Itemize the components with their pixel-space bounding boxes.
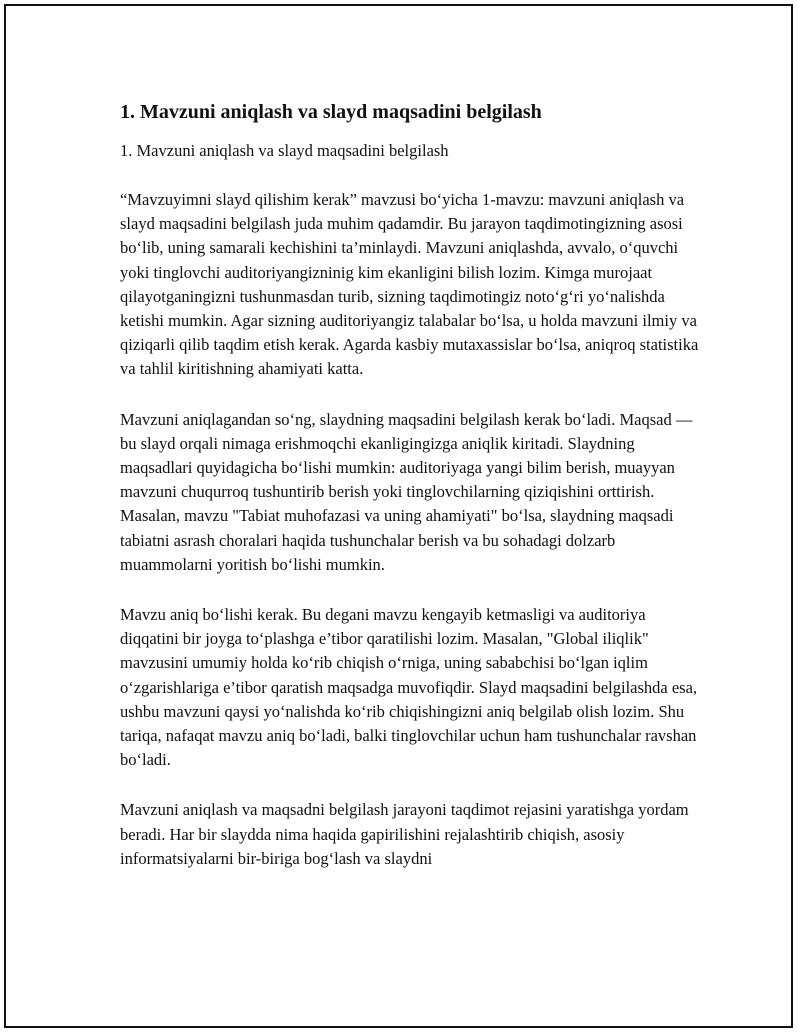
paragraph-1: “Mavzuyimni slayd qilishim kerak” mavzusi bo‘yicha 1-mavzu: mavzuni aniqlash va slayd maqsadini belgilash juda muhim qadamdir. Bu jarayon taqdimotingizning asosi bo‘lib, uning samarali kechishini ta’minlaydi. Mavzuni aniqlashda, avvalo, o‘quvchi yoki tinglovchi auditoriyangizninig kim ekanligini bilish lozim. Kimga murojaat qilayotganingizni tushunmasdan turib, sizning taqdimotingiz noto‘g‘ri yo‘nalishda ketishi mumkin. Agar sizning auditoriyangiz talabalar bo‘lsa, u holda mavzuni ilmiy va qiziqarli qilib taqdim etish kerak. Agarda kasbiy mutaxassislar bo‘lsa, aniqroq statistika va tahlil kiritishning ahamiyati katta.	[120, 190, 699, 379]
paragraph-3: Mavzu aniq bo‘lishi kerak. Bu degani mavzu kengayib ketmasligi va auditoriya diqqatini bir joyga to‘plashga e’tibor qaratilishi lozim. Masalan, "Global iliqlik" mavzusini umumiy holda ko‘rib chiqish o‘rniga, uning sababchisi bo‘lgan iqlim o‘zgarishlariga e’tibor qaratish maqsadga muvofiqdir. Slayd maqsadini belgilashda esa, ushbu mavzuni qaysi yo‘nalishda ko‘rib chiqishingizni aniq belgilab olish lozim. Shu tariqa, nafaqat mavzu aniq bo‘ladi, balki tinglovchilar uchun ham tushunchalar ravshan bo‘ladi.	[120, 605, 698, 770]
paragraph-2: Mavzuni aniqlagandan so‘ng, slaydning maqsadini belgilash kerak bo‘ladi. Maqsad — bu slayd orqali nimaga erishmoqchi ekanligingizga aniqlik kiritadi. Slaydning maqsadlari quyidagicha bo‘lishi mumkin: auditoriyaga yangi bilim berish, muayyan mavzuni chuqurroq tushuntirib berish yoki tinglovchilarning qiziqishini orttirish. Masalan, mavzu "Tabiat muhofazasi va uning ahamiyati" bo‘lsa, slaydning maqsadi tabiatni asrash choralari haqida tushunchalar berish va bu sohadagi dolzarb muammolarni yoritish bo‘lishi mumkin.	[120, 409, 693, 574]
document-heading: 1. Mavzuni aniqlash va slayd maqsadini belgilash	[120, 101, 542, 123]
document-subheading: 1. Mavzuni aniqlash va slayd maqsadini belgilash	[120, 141, 449, 160]
document-page	[4, 4, 793, 1028]
document-content	[120, 98, 700, 871]
paragraph-4: Mavzuni aniqlash va maqsadni belgilash jarayoni taqdimot rejasini yaratishga yordam beradi. Har bir slaydda nima haqida gapirilishini rejalashtirib chiqish, asosiy informatsiyalarni bir-biriga bog‘lash va slaydni	[120, 800, 689, 868]
